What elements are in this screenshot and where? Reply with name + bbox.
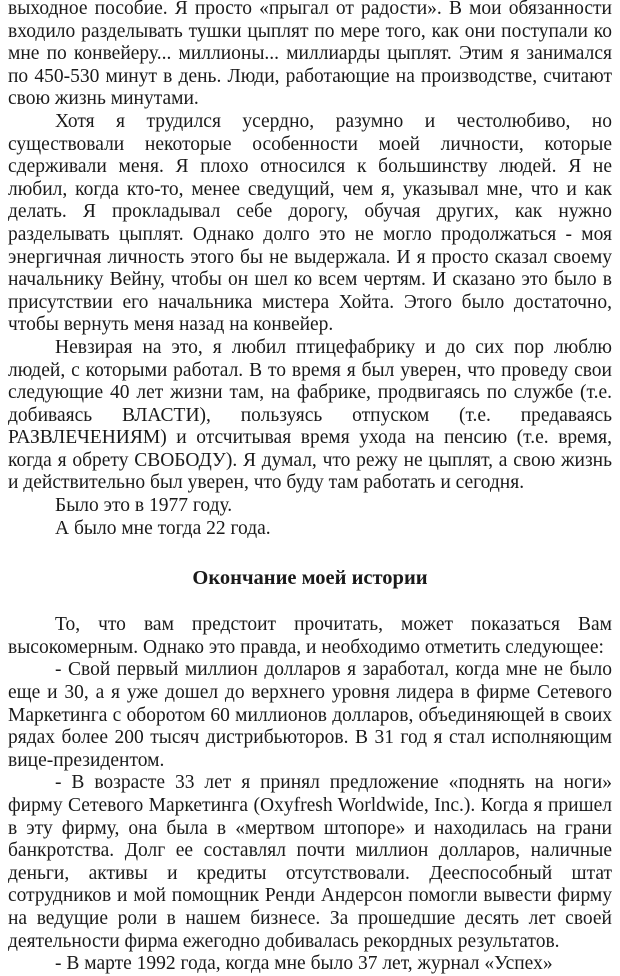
paragraph-severance: выходное пособие. Я просто «прыгал от радости». В мои обязанности входило разделывать тушки цыплят по мере того, как они поступали ко мне по конвейеру... миллионы... миллиарды цыплят. Этим я занимался по 450-530 минут в день. Люди, работающие на производстве, считают свою жизнь минутами. [8, 0, 612, 110]
paragraph-age: А было мне тогда 22 года. [55, 517, 271, 539]
paragraph-poultry-plant: Невзирая на это, я любил птицефабрику и до сих пор люблю людей, с которыми работал. В то время я был уверен, что проведу свои следующие 40 лет жизни там, на фабрике, продвигаясь по службе (т.е. добиваясь ВЛАСТИ), пользуясь отпуском (т.е. предаваясь РАЗВЛЕЧЕНИЯМ) и отсчитывая время ухода на пенсию (т.е. время, когда я обрету СВОБОДУ). Я думал, что режу не цыплят, а свою жизнь и действительно был уверен, что буду там работать и сегодня. [8, 336, 612, 494]
paragraph-oxyfresh: - В возрасте 33 лет я принял предложение «поднять на ноги» фирму Сетевого Маркетинга (Oxyfresh Worldwide, Inc.). Когда я пришел в эту фирму, она была в «мертвом штопоре» и находилась на грани банкротства. Долг ее составлял почти миллион долларов, наличные деньги, активы и кредиты отсутствовали. Дееспособный штат сотрудников и мой помощник Ренди Андерсон помогли вывести фирму на ведущие роли в нашем бизнесе. За прошедшие десять лет своей деятельности фирма ежегодно добивалась рекордных результатов. [8, 772, 612, 952]
paragraph-march-1992: - В марте 1992 года, когда мне было 37 лет, журнал «Успех» [55, 953, 553, 975]
paragraph-year: Было это в 1977 году. [55, 495, 233, 517]
paragraph-first-million: - Свой первый миллион долларов я заработал, когда мне не было еще и 30, а я уже дошел до верхнего уровня лидера в фирме Сетевого Маркетинга с оборотом 60 миллионов долларов, объединяющей в своих рядах более 200 тысяч дистрибьюторов. В 31 год я стал исполняющим вице-президентом. [8, 659, 612, 771]
paragraph-personality: Хотя я трудился усердно, разумно и честолюбиво, но существовали некоторые особенности моей личности, которые сдерживали меня. Я плохо относился к большинству людей. Я не любил, когда кто-то, менее сведущий, чем я, указывал мне, что и как делать. Я прокладывал себе дорогу, обучая других, как нужно разделывать цыплят. Однако долго это не могло продолжаться - моя энергичная личность этого бы не выдержала. И я просто сказал своему начальнику Вейну, чтобы он шел ко всем чертям. И сказано это было в присутствии его начальника мистера Хойта. Этого было достаточно, чтобы вернуть меня назад на конвейер. [8, 110, 612, 336]
section-heading: Окончание моей истории [192, 567, 428, 590]
paragraph-intro: То, что вам предстоит прочитать, может показаться Вам высокомерным. Однако это правда, и необходимо отметить следующее: [8, 614, 612, 658]
